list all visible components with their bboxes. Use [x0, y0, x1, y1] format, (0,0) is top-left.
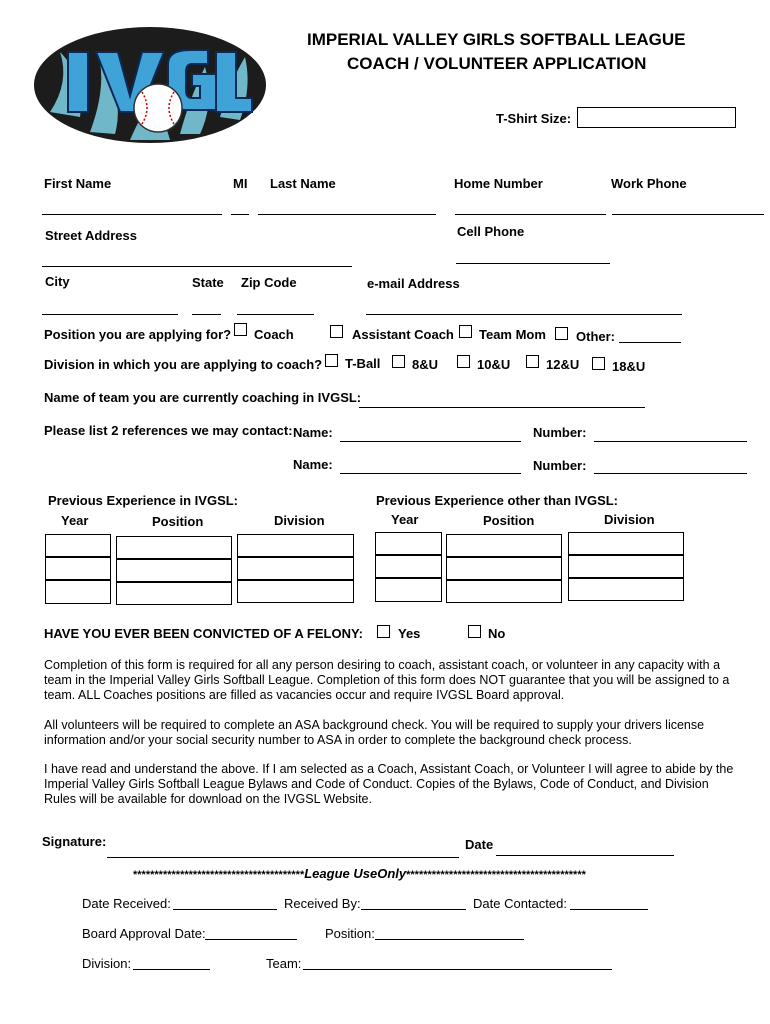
email-field[interactable]: [366, 314, 682, 315]
home-number-label: Home Number: [454, 176, 543, 191]
league-position-field[interactable]: [375, 939, 524, 940]
home-number-field[interactable]: [455, 214, 606, 215]
mi-label: MI: [233, 176, 248, 191]
ivgsl-experience-label: Previous Experience in IVGSL:: [48, 493, 239, 508]
position-label: Position you are applying for?: [44, 327, 232, 342]
tshirt-size-label: T-Shirt Size:: [496, 111, 572, 126]
18u-option-label: 18&U: [612, 359, 646, 374]
ivgsl-position-cell[interactable]: [116, 582, 232, 605]
cell-phone-field[interactable]: [456, 263, 610, 264]
ivgsl-position-cell[interactable]: [116, 559, 232, 582]
ivgsl-year-cell[interactable]: [45, 580, 111, 604]
reference1-number-label: Number:: [533, 425, 587, 440]
league-division-field[interactable]: [133, 969, 210, 970]
banner-stars-left: ****************************************: [133, 869, 305, 881]
ivgsl-division-header: Division: [274, 513, 325, 528]
tshirt-size-field[interactable]: [577, 107, 736, 128]
ivgsl-year-header: Year: [61, 513, 89, 528]
10u-option-label: 10&U: [477, 357, 511, 372]
other-option-label: Other:: [576, 329, 615, 344]
mi-field[interactable]: [231, 214, 249, 215]
date-received-label: Date Received:: [82, 896, 171, 911]
assistant-coach-checkbox[interactable]: [330, 325, 343, 338]
felony-question: HAVE YOU EVER BEEN CONVICTED OF A FELONY:: [44, 626, 364, 641]
reference2-name-field[interactable]: [340, 473, 521, 474]
received-by-label: Received By:: [284, 896, 361, 911]
other-position-header: Position: [483, 513, 535, 528]
league-team-field[interactable]: [303, 969, 612, 970]
state-label: State: [192, 275, 224, 290]
signature-field[interactable]: [107, 857, 459, 858]
felony-yes-checkbox[interactable]: [377, 625, 390, 638]
other-year-cell[interactable]: [375, 555, 442, 578]
form-title: IMPERIAL VALLEY GIRLS SOFTBALL LEAGUE: [307, 30, 686, 49]
ivgsl-year-cell[interactable]: [45, 534, 111, 557]
banner-stars-right: ******************************************: [406, 869, 586, 881]
other-field[interactable]: [619, 342, 681, 343]
12u-checkbox[interactable]: [526, 355, 539, 368]
reference2-number-label: Number:: [533, 458, 587, 473]
state-field[interactable]: [192, 314, 221, 315]
league-position-label: Position:: [325, 926, 375, 941]
other-position-cell[interactable]: [446, 557, 562, 580]
completion-paragraph: Completion of this form is required for all any person desiring to coach, assistant coach, or volunteer in any capacity with a team in the Imperial Valley Girls Softball League. Completion of this form does NOT guarantee that you will be assigned to a team. ALL Coaches positions are filled as vacancies occur and require IVGSL Board approval.: [44, 658, 730, 702]
ivgsl-position-cell[interactable]: [116, 536, 232, 559]
other-year-cell[interactable]: [375, 578, 442, 602]
ivgsl-year-cell[interactable]: [45, 557, 111, 580]
references-label: Please list 2 references we may contact:: [44, 423, 293, 438]
zip-code-field[interactable]: [237, 314, 314, 315]
ivgsl-division-cell[interactable]: [237, 557, 354, 580]
received-by-field[interactable]: [361, 909, 466, 910]
8u-option-label: 8&U: [412, 357, 439, 372]
first-name-label: First Name: [44, 176, 112, 191]
city-field[interactable]: [42, 314, 178, 315]
last-name-label: Last Name: [270, 176, 336, 191]
assistant-coach-option-label: Assistant Coach: [352, 327, 454, 342]
other-year-header: Year: [391, 512, 419, 527]
coach-checkbox[interactable]: [234, 323, 247, 336]
current-team-field[interactable]: [359, 407, 645, 408]
background-check-paragraph: All volunteers will be required to complete an ASA background check. You will be required to supply your drivers license information and/or your social security number to ASA in order to complete the background check process.: [44, 718, 705, 747]
ivgsl-division-cell[interactable]: [237, 534, 354, 557]
email-label: e-mail Address: [367, 276, 460, 291]
work-phone-label: Work Phone: [611, 176, 687, 191]
other-position-cell[interactable]: [446, 580, 562, 603]
date-contacted-label: Date Contacted:: [473, 896, 567, 911]
8u-checkbox[interactable]: [392, 355, 405, 368]
league-use-banner: [133, 866, 586, 881]
other-division-header: Division: [604, 512, 655, 527]
team-mom-checkbox[interactable]: [459, 325, 472, 338]
first-name-field[interactable]: [42, 214, 222, 215]
tball-checkbox[interactable]: [325, 354, 338, 367]
date-contacted-field[interactable]: [570, 909, 648, 910]
felony-no-label: No: [488, 626, 506, 641]
board-approval-field[interactable]: [205, 939, 297, 940]
form-subtitle: COACH / VOLUNTEER APPLICATION: [347, 54, 647, 73]
street-address-label: Street Address: [45, 228, 137, 243]
division-label: Division in which you are applying to coach?: [44, 357, 323, 372]
18u-checkbox[interactable]: [592, 357, 605, 370]
board-approval-label: Board Approval Date:: [82, 926, 206, 941]
reference1-name-field[interactable]: [340, 441, 521, 442]
zip-code-label: Zip Code: [241, 275, 297, 290]
other-experience-label: Previous Experience other than IVGSL:: [376, 493, 619, 508]
work-phone-field[interactable]: [612, 214, 764, 215]
cell-phone-label: Cell Phone: [457, 224, 525, 239]
ivgsl-position-header: Position: [152, 514, 204, 529]
felony-no-checkbox[interactable]: [468, 625, 481, 638]
reference2-name-label: Name:: [293, 457, 333, 472]
other-division-cell[interactable]: [568, 555, 684, 578]
12u-option-label: 12&U: [546, 357, 580, 372]
other-division-cell[interactable]: [568, 578, 684, 601]
felony-yes-label: Yes: [398, 626, 421, 641]
other-division-cell[interactable]: [568, 532, 684, 555]
city-label: City: [45, 274, 70, 289]
10u-checkbox[interactable]: [457, 355, 470, 368]
team-mom-option-label: Team Mom: [479, 327, 546, 342]
other-checkbox[interactable]: [555, 327, 568, 340]
tball-option-label: T-Ball: [345, 356, 381, 371]
last-name-field[interactable]: [258, 214, 436, 215]
banner-text: League UseOnly: [304, 866, 407, 881]
other-year-cell[interactable]: [375, 532, 442, 555]
reference2-number-field[interactable]: [594, 473, 747, 474]
ivgsl-division-cell[interactable]: [237, 580, 354, 603]
date-label: Date: [465, 837, 494, 852]
date-received-field[interactable]: [173, 909, 277, 910]
signature-label: Signature:: [42, 834, 107, 849]
league-division-label: Division:: [82, 956, 132, 971]
current-team-label: Name of team you are currently coaching in IVGSL:: [44, 390, 362, 405]
other-position-cell[interactable]: [446, 534, 562, 557]
ivgsl-logo: [30, 22, 270, 148]
agreement-paragraph: I have read and understand the above. If I am selected as a Coach, Assistant Coach, or Volunteer I will agree to abide by the Imperial Valley Girls Softball League Bylaws and Code of Conduct. Copies of the Bylaws, Code of Conduct, and Division Rules will be available for download on the IVGSL Website.: [44, 762, 734, 806]
reference1-number-field[interactable]: [594, 441, 747, 442]
league-team-label: Team:: [266, 956, 302, 971]
reference1-name-label: Name:: [293, 425, 333, 440]
date-field[interactable]: [496, 855, 674, 856]
coach-option-label: Coach: [254, 327, 294, 342]
street-address-field[interactable]: [42, 266, 352, 267]
